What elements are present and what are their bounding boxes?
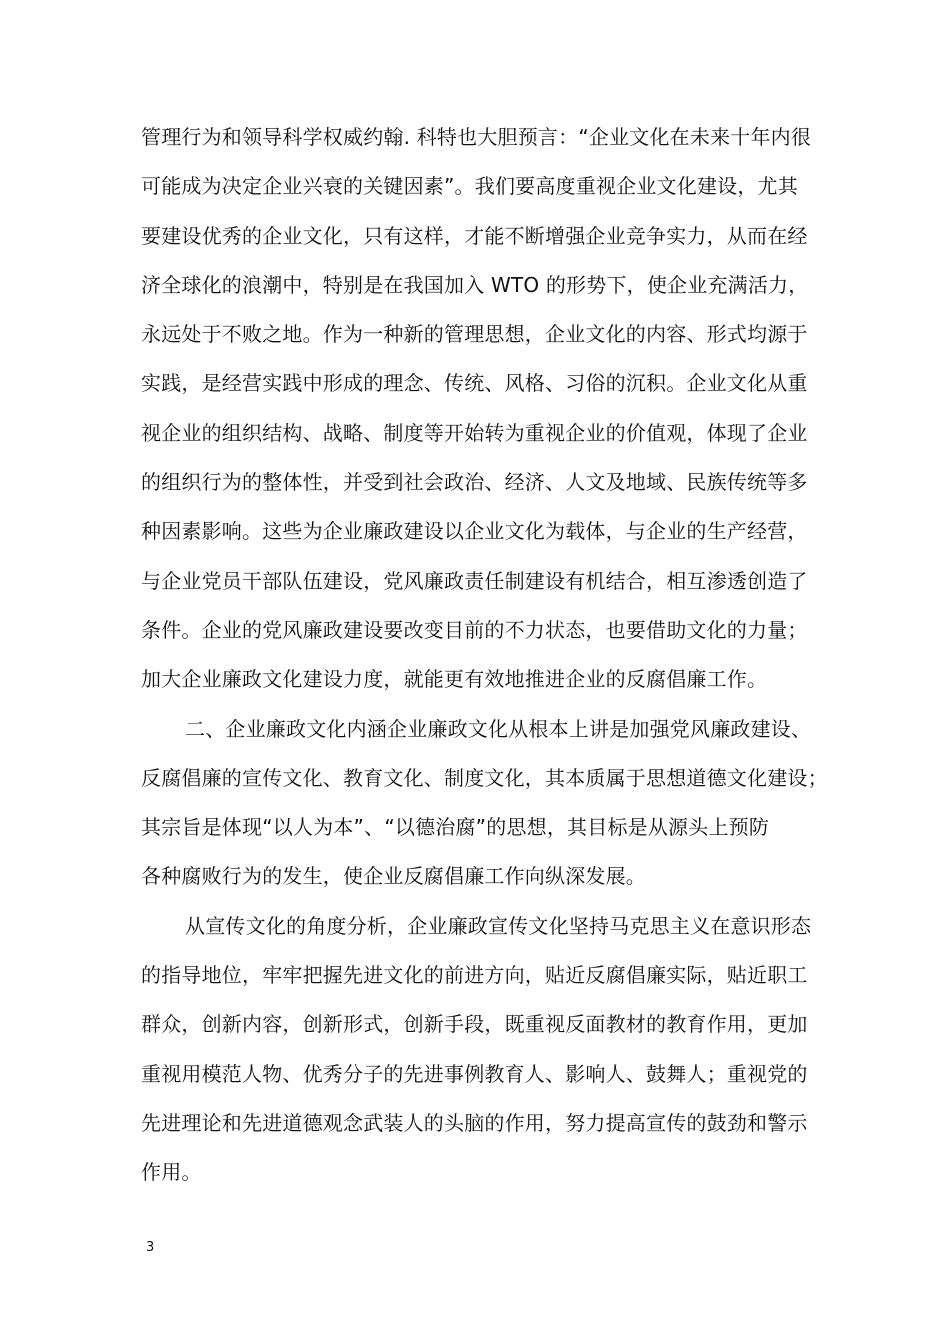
text-line: 加大企业廉政文化建设力度，就能更有效地推进企业的反腐倡廉工作。: [141, 667, 768, 692]
text-line: 其宗旨是体现“以人为本”、“以德治腐”的思想，其目标是从源头上预防: [141, 815, 770, 840]
text-line: 永远处于不败之地。作为一种新的管理思想，企业文化的内容、形式均源于: [141, 322, 808, 347]
text-line: 先进理论和先进道德观念武装人的头脑的作用，努力提高宣传的鼓劲和警示: [141, 1110, 808, 1135]
text-line: 各种腐败行为的发生，使企业反腐倡廉工作向纵深发展。: [141, 864, 646, 889]
text-line: 群众，创新内容，创新形式，创新手段，既重视反面教材的教育作用，更加: [141, 1012, 808, 1037]
text-line: 的组织行为的整体性，并受到社会政治、经济、人文及地域、民族传统等多: [141, 470, 808, 495]
text-line: 实践，是经营实践中形成的理念、传统、风格、习俗的沉积。企业文化从重: [141, 371, 808, 396]
text-line: 管理行为和领导科学权威约翰. 科特也大胆预言：“企业文化在未来十年内很: [141, 125, 812, 149]
text-line: 要建设优秀的企业文化，只有这样，才能不断增强企业竞争实力，从而在经: [141, 223, 808, 248]
text-line: 种因素影响。这些为企业廉政建设以企业文化为载体，与企业的生产经营，: [141, 519, 808, 544]
text-line: 条件。企业的党风廉政建设要改变目前的不力状态，也要借助文化的力量；: [141, 617, 808, 642]
section-heading-line: 二、企业廉政文化内涵企业廉政文化从根本上讲是加强党风廉政建设、: [185, 716, 812, 741]
text-line: 可能成为决定企业兴衰的关键因素”。我们要高度重视企业文化建设，尤其: [141, 174, 798, 199]
text-line: 的指导地位，牢牢把握先进文化的前进方向，贴近反腐倡廉实际，贴近职工: [141, 963, 808, 988]
text-line: 与企业党员干部队伍建设，党风廉政责任制建设有机结合，相互渗透创造了: [141, 568, 808, 593]
text-line: 反腐倡廉的宣传文化、教育文化、制度文化，其本质属于思想道德文化建设；: [141, 765, 828, 790]
text-line: 济全球化的浪潮中，特别是在我国加入 WTO 的形势下，使企业充满活力，: [141, 272, 809, 297]
text-line: 作用。: [141, 1160, 202, 1185]
text-line: 视企业的组织结构、战略、制度等开始转为重视企业的价值观，体现了企业: [141, 420, 808, 445]
paragraph-start-line: 从宣传文化的角度分析，企业廉政宣传文化坚持马克思主义在意识形态: [185, 913, 812, 938]
text-line: 重视用模范人物、优秀分子的先进事例教育人、影响人、鼓舞人；重视党的: [141, 1061, 808, 1086]
body-text: [141, 120, 828, 1205]
page-number: 3: [146, 1240, 155, 1255]
